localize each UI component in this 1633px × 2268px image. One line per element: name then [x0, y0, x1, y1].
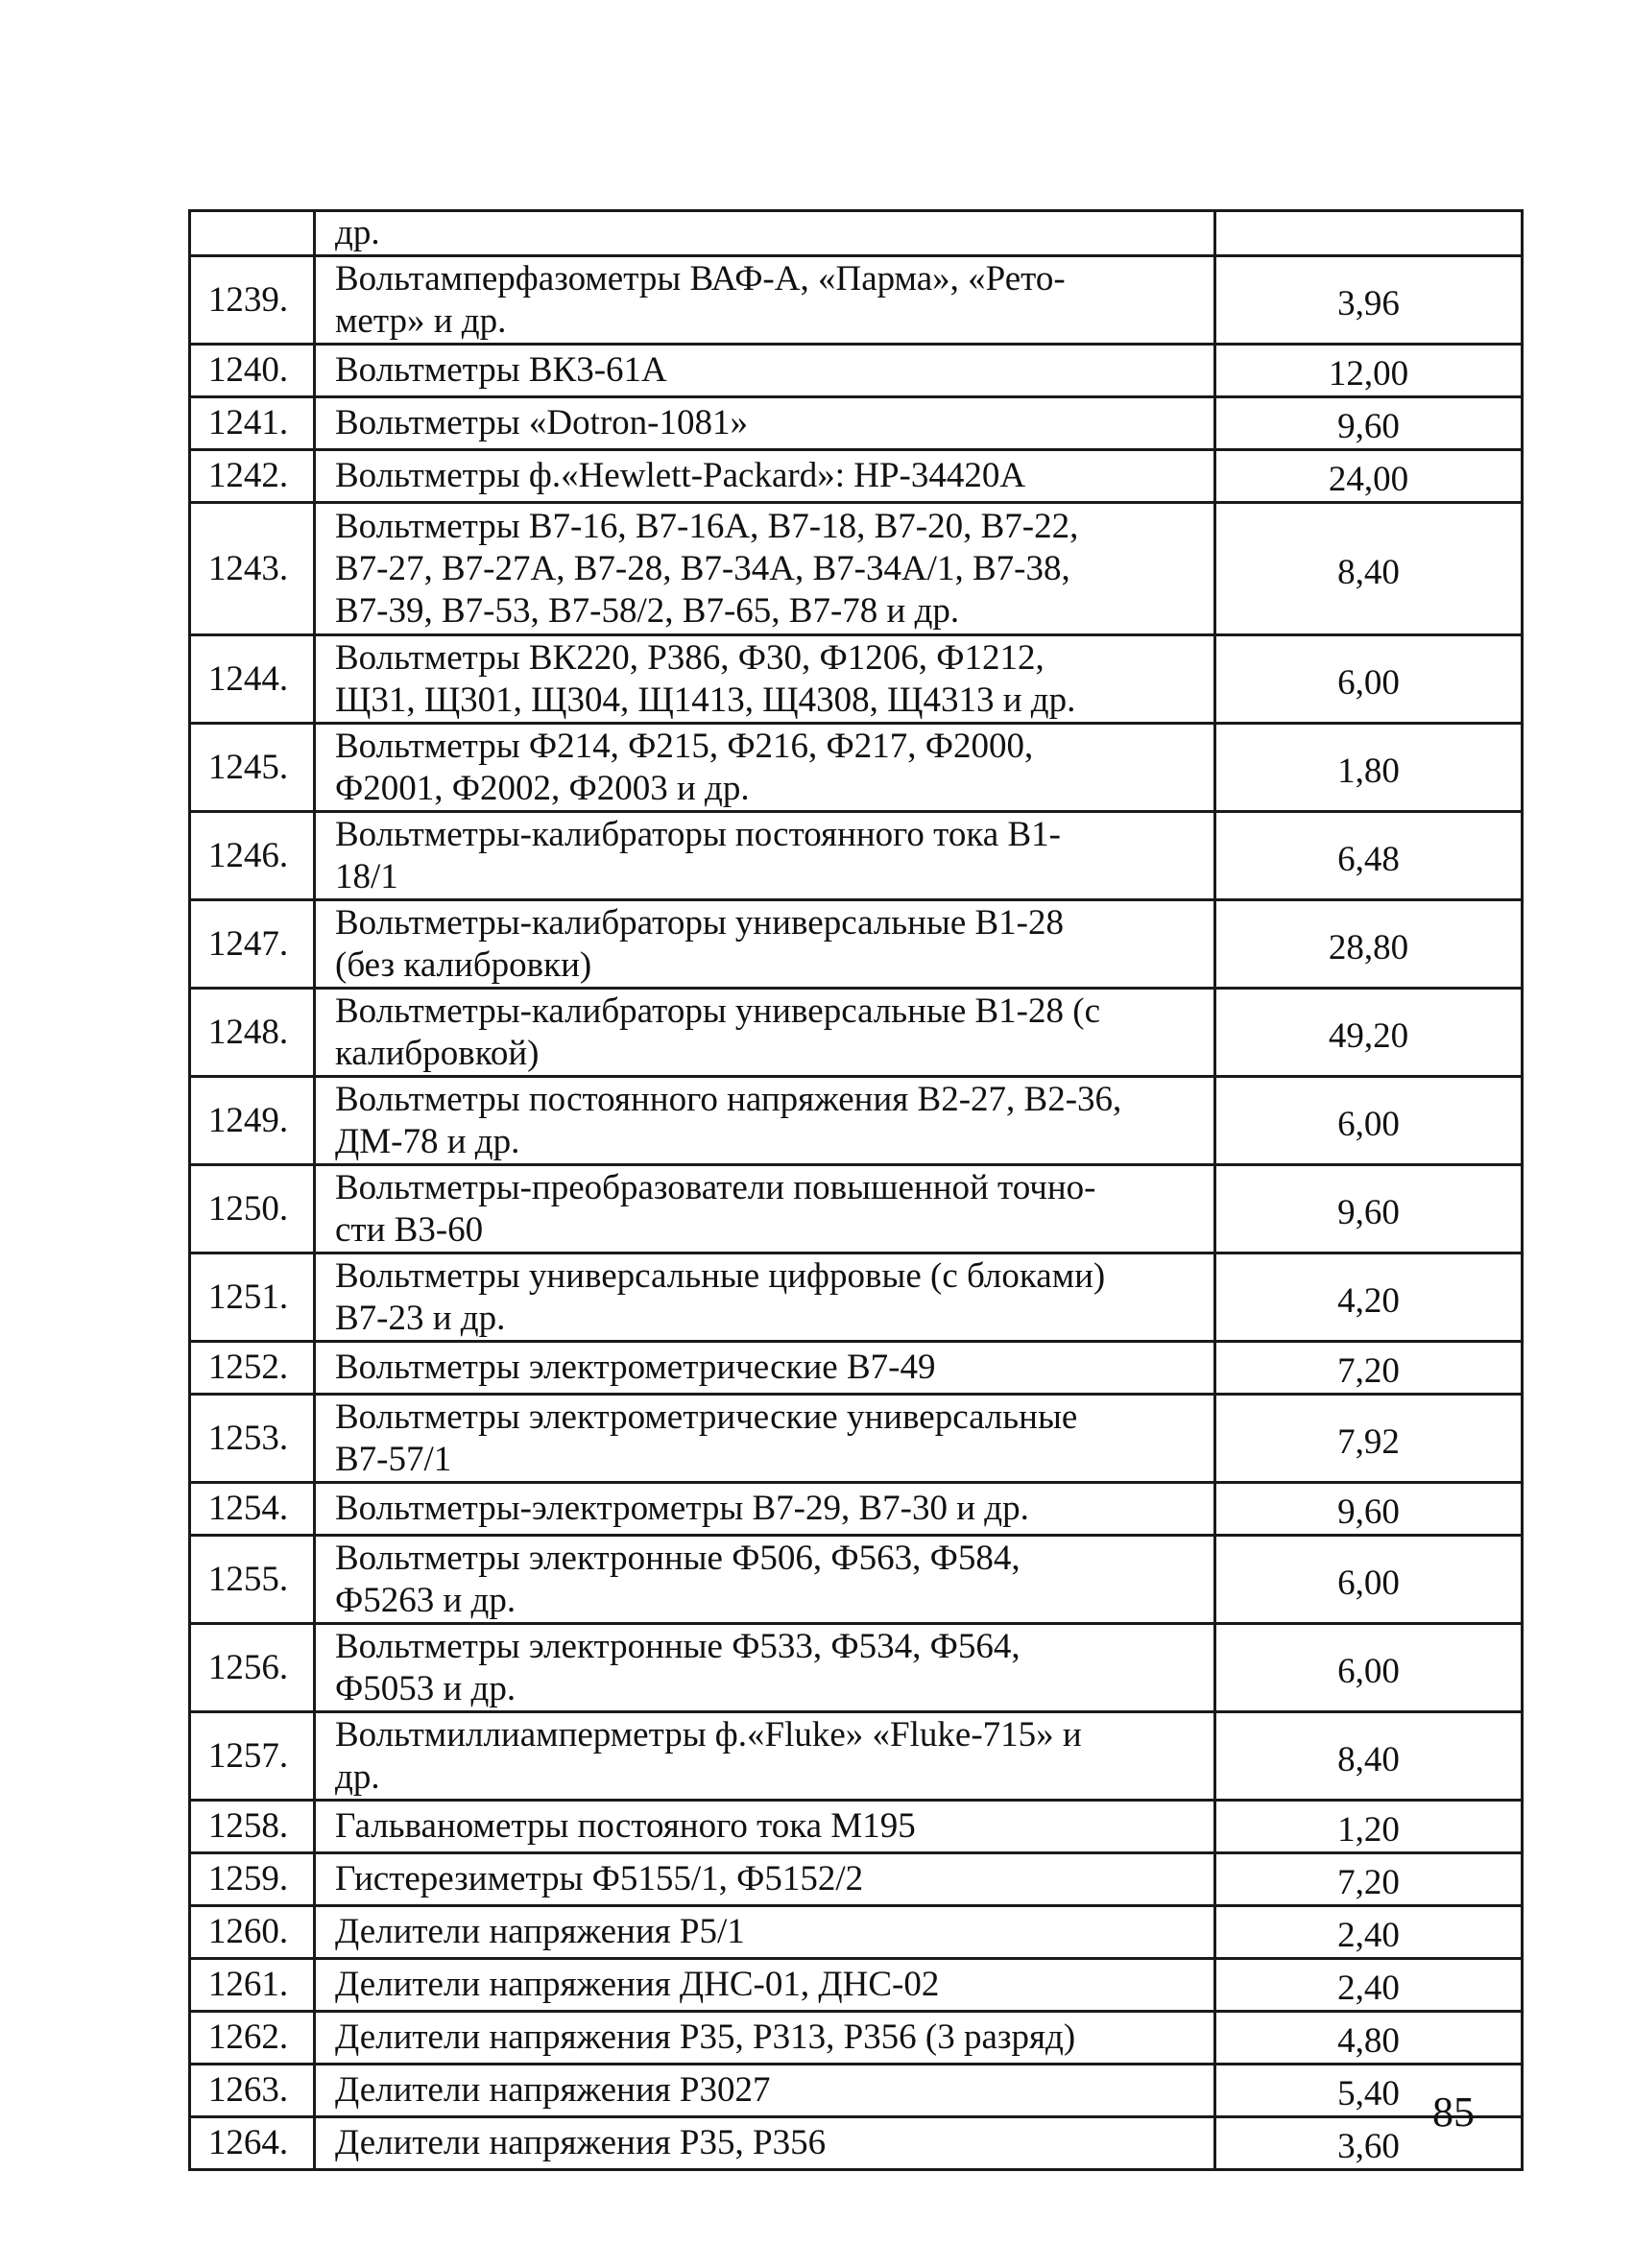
- table-row: [190, 812, 1523, 900]
- item-value: 1,20: [1215, 1801, 1523, 1853]
- row-number: 1258.: [190, 1801, 315, 1853]
- item-value: 9,60: [1215, 397, 1523, 450]
- item-value: 7,20: [1215, 1853, 1523, 1906]
- row-number: 1244.: [190, 635, 315, 724]
- item-name: Вольтметры электрометрические В7-49: [315, 1342, 1215, 1395]
- item-value: 1,80: [1215, 724, 1523, 812]
- item-name: Вольтметры-калибраторы универсальные В1-28 (с калибровкой): [315, 989, 1215, 1077]
- row-number: 1263.: [190, 2065, 315, 2117]
- item-name: Делители напряжения Р35, Р313, Р356 (3 разряд): [315, 2012, 1215, 2065]
- row-number: 1246.: [190, 812, 315, 900]
- row-number: 1248.: [190, 989, 315, 1077]
- item-name: Вольтметры-калибраторы универсальные В1-28 (без калибровки): [315, 900, 1215, 989]
- item-name: Вольтметры ф.«Hewlett-Packard»: HP-34420A: [315, 450, 1215, 503]
- table-row: [190, 635, 1523, 724]
- item-name: Вольтметры «Dotron-1081»: [315, 397, 1215, 450]
- item-name: Делители напряжения Р5/1: [315, 1906, 1215, 1959]
- table-row: [190, 1395, 1523, 1483]
- table-row: [190, 2117, 1523, 2170]
- item-name: Гальванометры постояного тока М195: [315, 1801, 1215, 1853]
- item-value: 24,00: [1215, 450, 1523, 503]
- item-value: 4,20: [1215, 1253, 1523, 1342]
- row-number: 1259.: [190, 1853, 315, 1906]
- row-number: 1243.: [190, 503, 315, 635]
- table-row: [190, 1801, 1523, 1853]
- item-name: Вольтметры универсальные цифровые (с блоками) В7-23 и др.: [315, 1253, 1215, 1342]
- item-name: др.: [315, 211, 1215, 256]
- item-value: 6,00: [1215, 1536, 1523, 1624]
- item-value: 2,40: [1215, 1959, 1523, 2012]
- row-number: 1240.: [190, 345, 315, 397]
- table-row: [190, 503, 1523, 635]
- table-row: [190, 1712, 1523, 1801]
- table-row: [190, 345, 1523, 397]
- page-number: 85: [1432, 2089, 1475, 2136]
- row-number: 1260.: [190, 1906, 315, 1959]
- item-value: 3,60: [1215, 2117, 1523, 2170]
- row-number: 1257.: [190, 1712, 315, 1801]
- item-value: 2,40: [1215, 1906, 1523, 1959]
- table-row: [190, 1536, 1523, 1624]
- table-row: [190, 1906, 1523, 1959]
- item-name: Делители напряжения ДНС-01, ДНС-02: [315, 1959, 1215, 2012]
- item-name: Вольтметры электронные Ф533, Ф534, Ф564, Ф5053 и др.: [315, 1624, 1215, 1712]
- table-row: [190, 989, 1523, 1077]
- table-row: [190, 1342, 1523, 1395]
- item-name: Делители напряжения Р3027: [315, 2065, 1215, 2117]
- item-value: [1215, 211, 1523, 256]
- table-row: [190, 1624, 1523, 1712]
- row-number: 1245.: [190, 724, 315, 812]
- item-name: Вольтмиллиамперметры ф.«Fluke» «Fluke-715» и др.: [315, 1712, 1215, 1801]
- item-name: Вольтметры Ф214, Ф215, Ф216, Ф217, Ф2000, Ф2001, Ф2002, Ф2003 и др.: [315, 724, 1215, 812]
- item-value: 49,20: [1215, 989, 1523, 1077]
- item-name: Вольтметры электронные Ф506, Ф563, Ф584, Ф5263 и др.: [315, 1536, 1215, 1624]
- item-value: 9,60: [1215, 1483, 1523, 1536]
- item-value: 28,80: [1215, 900, 1523, 989]
- row-number: 1242.: [190, 450, 315, 503]
- row-number: 1254.: [190, 1483, 315, 1536]
- item-name: Вольтметры ВК220, Р386, Ф30, Ф1206, Ф1212, Щ31, Щ301, Щ304, Щ1413, Щ4308, Щ4313 и др.: [315, 635, 1215, 724]
- row-number: 1249.: [190, 1077, 315, 1165]
- row-number: 1251.: [190, 1253, 315, 1342]
- table-row: [190, 1165, 1523, 1253]
- item-name: Делители напряжения Р35, Р356: [315, 2117, 1215, 2170]
- table-row: [190, 900, 1523, 989]
- row-number: 1264.: [190, 2117, 315, 2170]
- item-value: 8,40: [1215, 1712, 1523, 1801]
- row-number: 1252.: [190, 1342, 315, 1395]
- table-row: [190, 211, 1523, 256]
- row-number: 1239.: [190, 256, 315, 345]
- item-name: Гистерезиметры Ф5155/1, Ф5152/2: [315, 1853, 1215, 1906]
- row-number: [190, 211, 315, 256]
- item-value: 6,48: [1215, 812, 1523, 900]
- table-row: [190, 1853, 1523, 1906]
- table-row: [190, 724, 1523, 812]
- row-number: 1253.: [190, 1395, 315, 1483]
- table-row: [190, 1077, 1523, 1165]
- item-name: Вольтметры-электрометры В7-29, В7-30 и др.: [315, 1483, 1215, 1536]
- item-value: 5,40: [1215, 2065, 1523, 2117]
- table-row: [190, 450, 1523, 503]
- item-value: 4,80: [1215, 2012, 1523, 2065]
- table-row: [190, 1253, 1523, 1342]
- table-row: [190, 397, 1523, 450]
- item-value: 3,96: [1215, 256, 1523, 345]
- table-row: [190, 1483, 1523, 1536]
- price-table: [188, 209, 1524, 2171]
- item-name: Вольтметры постоянного напряжения В2-27, В2-36, ДМ-78 и др.: [315, 1077, 1215, 1165]
- item-value: 6,00: [1215, 1077, 1523, 1165]
- item-name: Вольтметры-калибраторы постоянного тока В1- 18/1: [315, 812, 1215, 900]
- row-number: 1256.: [190, 1624, 315, 1712]
- table-row: [190, 2012, 1523, 2065]
- row-number: 1261.: [190, 1959, 315, 2012]
- item-value: 7,92: [1215, 1395, 1523, 1483]
- row-number: 1262.: [190, 2012, 315, 2065]
- item-value: 6,00: [1215, 1624, 1523, 1712]
- item-value: 8,40: [1215, 503, 1523, 635]
- table-row: [190, 256, 1523, 345]
- row-number: 1250.: [190, 1165, 315, 1253]
- item-name: Вольтметры электрометрические универсальные В7-57/1: [315, 1395, 1215, 1483]
- item-name: Вольтамперфазометры ВАФ-А, «Парма», «Рето- метр» и др.: [315, 256, 1215, 345]
- item-name: Вольтметры-преобразователи повышенной точно- сти В3-60: [315, 1165, 1215, 1253]
- item-value: 12,00: [1215, 345, 1523, 397]
- item-value: 9,60: [1215, 1165, 1523, 1253]
- table-row: [190, 1959, 1523, 2012]
- item-name: Вольтметры ВК3-61А: [315, 345, 1215, 397]
- item-name: Вольтметры В7-16, В7-16А, В7-18, В7-20, В7-22, В7-27, В7-27А, В7-28, В7-34А, В7-34А/1, В7-38, В7-39, В7-53, В7-58/2, В7-65, В7-78 и др.: [315, 503, 1215, 635]
- table-row: [190, 2065, 1523, 2117]
- row-number: 1241.: [190, 397, 315, 450]
- item-value: 6,00: [1215, 635, 1523, 724]
- row-number: 1255.: [190, 1536, 315, 1624]
- table-body: [190, 211, 1523, 2170]
- row-number: 1247.: [190, 900, 315, 989]
- item-value: 7,20: [1215, 1342, 1523, 1395]
